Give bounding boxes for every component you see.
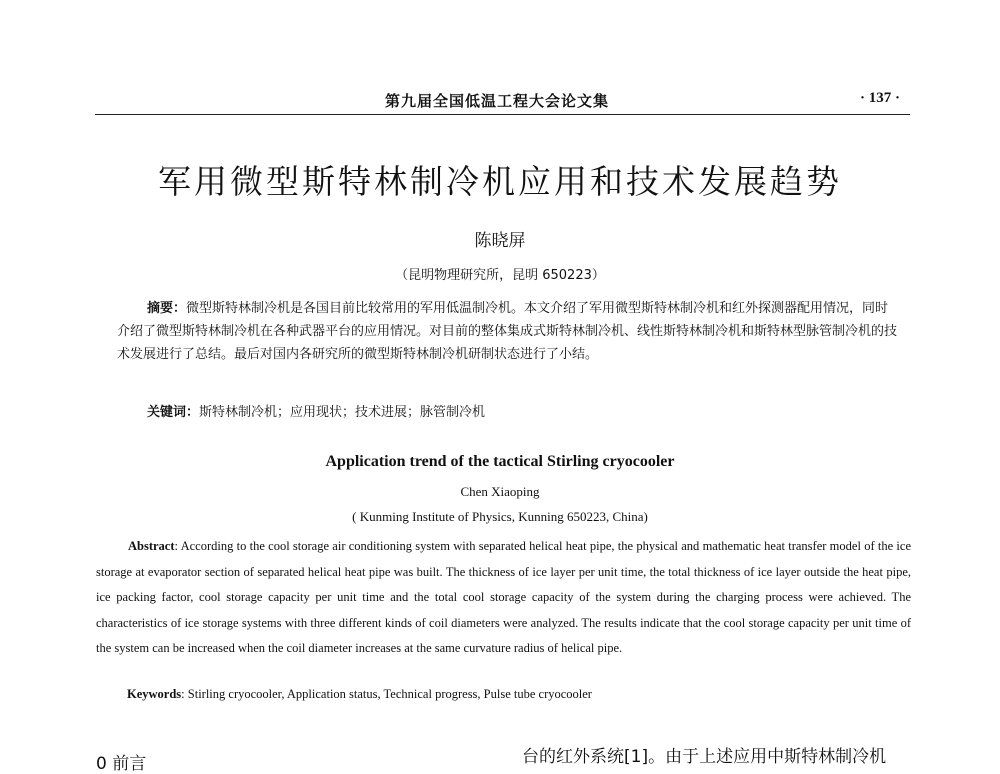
paper-title-en: Application trend of the tactical Stirling cryocooler <box>325 453 675 470</box>
keywords-text-cn: 斯特林制冷机；应用现状；技术进展；脉管制冷机 <box>199 405 486 420</box>
abstract-en <box>96 534 911 662</box>
page-number: · 137 · <box>859 90 900 106</box>
author-cn: 陈晓屏 <box>474 231 526 251</box>
abstract-cn <box>117 297 897 366</box>
author-en: Chen Xiaoping <box>460 484 540 499</box>
journal-title: 第九届全国低温工程大会论文集 <box>385 92 610 110</box>
abstract-label-en: Abstract <box>128 539 175 553</box>
keywords-text-en: : Stirling cryocooler, Application status, Technical progress, Pulse tube cryocooler <box>181 687 592 701</box>
keywords-cn <box>147 401 485 420</box>
abstract-text-en: : According to the cool storage air conditioning system with separated helical heat pipe, the physical and mathematic heat transfer model of the ice storage at evaporator section of separated helical heat pipe was built. The thickness of ice layer per unit time, the total thickness of ice layer outside the heat pipe, ice packing factor, cool storage capacity per unit time and the total cool storage capacity of the system during the charging process were achieved. The characteristics of ice storage systems with three different kinds of coil diameters were analyzed. The results indicate that the cool storage capacity per unit time of the system can be increased when the coil diameter increases at the same curvature radius of helical pipe. <box>96 539 911 655</box>
keywords-label-en: Keywords <box>127 687 182 701</box>
abstract-label-cn: 摘要： <box>147 301 187 316</box>
affiliation-en: ( Kunming Institute of Physics, Kunning 650223, China) <box>352 509 648 524</box>
paper-title-cn: 军用微型斯特林制冷机应用和技术发展趋势 <box>158 162 842 201</box>
keywords-en <box>127 687 592 702</box>
keywords-label-cn: 关键词： <box>147 405 200 420</box>
abstract-text-cn: 微型斯特林制冷机是各国目前比较常用的军用低温制冷机。本文介绍了军用微型斯特林制冷机和红外探测器配用情况，同时介绍了微型斯特林制冷机在各种武器平台的应用情况。对目前的整体集成式斯特林制冷机、线性斯特林制冷机和斯特林型脉管制冷机的技术发展进行了总结。最后对国内各研究所的微型斯特林制冷机研制状态进行了小结。 <box>117 301 898 362</box>
body-text-right-fragment: 台的红外系统[1]。由于上述应用中斯特林制冷机 <box>522 747 887 767</box>
affiliation-cn: （昆明物理研究所，昆明 650223） <box>395 268 605 283</box>
body-text-left-fragment: 0 前言 <box>96 754 147 774</box>
running-header <box>95 86 910 115</box>
